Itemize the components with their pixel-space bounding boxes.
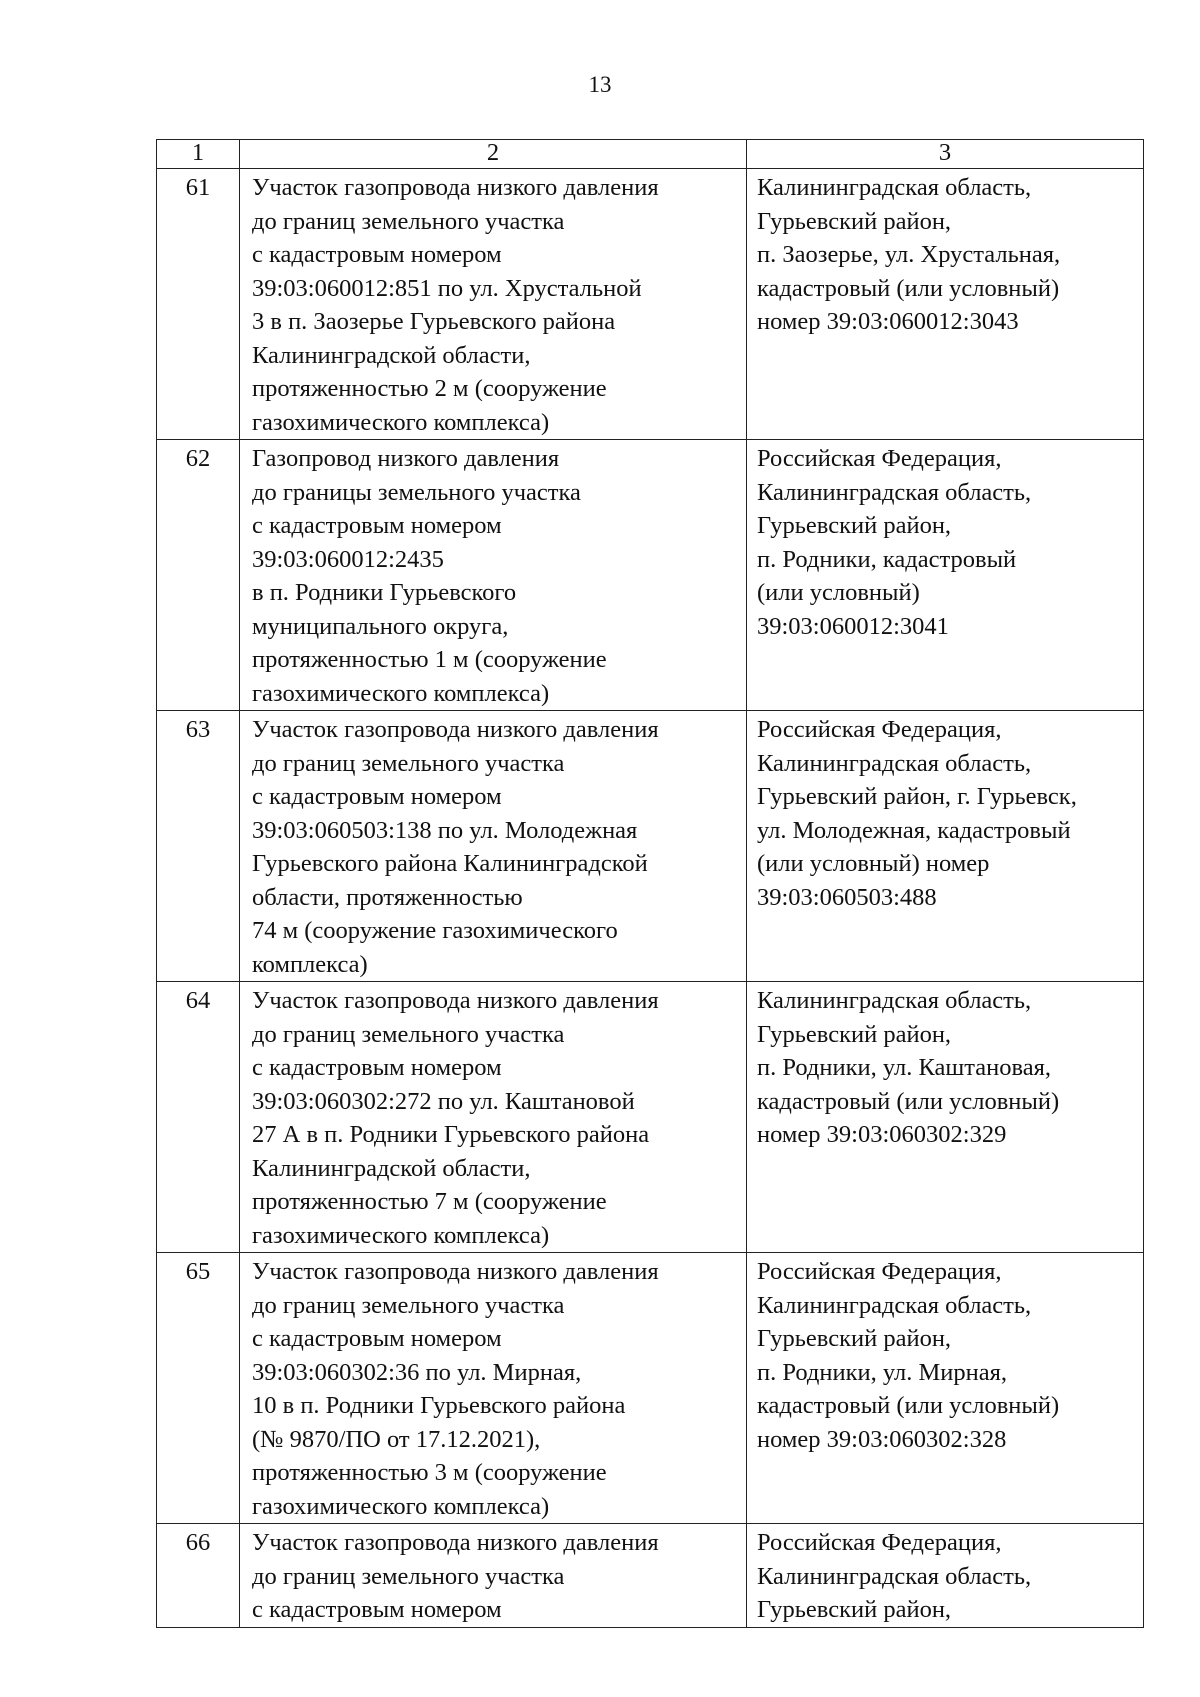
object-description	[240, 1253, 747, 1524]
table-row	[157, 1253, 1144, 1524]
row-number: 62	[157, 440, 240, 711]
description-line: 39:03:060503:138 по ул. Молодежная	[252, 816, 638, 844]
location-line: п. Родники, ул. Мирная,	[757, 1358, 1008, 1386]
location-line: кадастровый (или условный)	[757, 274, 1060, 302]
location-line: кадастровый (или условный)	[757, 1392, 1060, 1419]
description-line: до границы земельного участка	[252, 478, 581, 506]
location-line: Гурьевский район,	[757, 1325, 952, 1352]
table-row	[157, 982, 1144, 1253]
object-location	[747, 982, 1144, 1253]
description-line: Участок газопровода низкого давления	[252, 1258, 659, 1285]
object-location	[747, 440, 1144, 711]
location-line: Российская Федерация,	[757, 445, 1002, 472]
location-line: ул. Молодежная, кадастровый	[757, 816, 1071, 844]
description-line: 10 в п. Родники Гурьевского района	[252, 1392, 626, 1419]
location-line: Российская Федерация,	[757, 716, 1002, 743]
object-description	[240, 169, 747, 440]
table-row	[157, 440, 1144, 711]
column-header-description: 2	[240, 140, 747, 169]
description-line: 74 м (сооружение газохимического	[252, 917, 618, 944]
description-line: 39:03:060012:2435	[252, 545, 444, 573]
description-line: 39:03:060302:272 по ул. Каштановой	[252, 1087, 635, 1115]
location-line: номер 39:03:060012:3043	[757, 308, 1019, 335]
row-number: 65	[157, 1253, 240, 1524]
description-line: Участок газопровода низкого давления	[252, 1529, 659, 1556]
description-line: комплекса)	[252, 950, 368, 978]
table-body	[157, 169, 1144, 1628]
location-line: (или условный)	[757, 579, 920, 606]
column-header-location: 3	[747, 140, 1144, 169]
description-line: газохимического комплекса)	[252, 1221, 550, 1249]
object-location	[747, 1253, 1144, 1524]
description-line: Участок газопровода низкого давления	[252, 716, 659, 743]
row-number: 63	[157, 711, 240, 982]
table-row	[157, 1524, 1144, 1628]
description-line: Калининградской области,	[252, 341, 531, 369]
table-header-row	[157, 140, 1144, 169]
description-line: с кадастровым номером	[252, 241, 502, 268]
column-header-number: 1	[157, 140, 240, 169]
description-line: 39:03:060012:851 по ул. Хрустальной	[252, 274, 642, 302]
description-line: (№ 9870/ПО от 17.12.2021),	[252, 1425, 541, 1453]
location-line: Российская Федерация,	[757, 1529, 1002, 1556]
object-location	[747, 169, 1144, 440]
location-line: 39:03:060503:488	[757, 883, 937, 911]
row-number: 64	[157, 982, 240, 1253]
location-line: п. Заозерье, ул. Хрустальная,	[757, 241, 1061, 268]
row-number: 61	[157, 169, 240, 440]
location-line: п. Родники, кадастровый	[757, 545, 1017, 573]
description-line: протяженностью 7 м (сооружение	[252, 1188, 607, 1215]
description-line: области, протяженностью	[252, 883, 523, 911]
location-line: Калининградская область,	[757, 478, 1032, 506]
location-line: п. Родники, ул. Каштановая,	[757, 1054, 1052, 1081]
description-line: Калининградской области,	[252, 1154, 531, 1182]
location-line: Гурьевский район,	[757, 1596, 952, 1623]
description-line: газохимического комплекса)	[252, 679, 550, 707]
description-line: 27 А в п. Родники Гурьевского района	[252, 1121, 650, 1148]
description-line: до границ земельного участка	[252, 749, 565, 777]
object-description	[240, 982, 747, 1253]
description-line: с кадастровым номером	[252, 1596, 502, 1623]
description-line: с кадастровым номером	[252, 512, 502, 539]
location-line: 39:03:060012:3041	[757, 612, 949, 640]
object-location	[747, 1524, 1144, 1628]
description-line: до границ земельного участка	[252, 207, 565, 235]
objects-table	[156, 139, 1144, 1628]
location-line: Калининградская область,	[757, 1291, 1032, 1319]
location-line: кадастровый (или условный)	[757, 1087, 1060, 1115]
location-line: номер 39:03:060302:329	[757, 1121, 1007, 1148]
row-number: 66	[157, 1524, 240, 1628]
object-description	[240, 711, 747, 982]
page-number: 13	[588, 72, 612, 97]
table-row	[157, 711, 1144, 982]
location-line: Гурьевский район,	[757, 512, 952, 539]
description-line: протяженностью 1 м (сооружение	[252, 646, 607, 673]
object-location	[747, 711, 1144, 982]
description-line: до границ земельного участка	[252, 1291, 565, 1319]
location-line: Калининградская область,	[757, 987, 1032, 1014]
table-row	[157, 169, 1144, 440]
description-line: до границ земельного участка	[252, 1020, 565, 1048]
location-line: Российская Федерация,	[757, 1258, 1002, 1285]
location-line: (или условный) номер	[757, 850, 990, 877]
description-line: Гурьевского района Калининградской	[252, 850, 648, 877]
description-line: до границ земельного участка	[252, 1562, 565, 1590]
description-line: протяженностью 2 м (сооружение	[252, 375, 607, 402]
location-line: Гурьевский район,	[757, 207, 952, 235]
description-line: 39:03:060302:36 по ул. Мирная,	[252, 1358, 582, 1386]
location-line: Гурьевский район, г. Гурьевск,	[757, 783, 1077, 810]
location-line: Калининградская область,	[757, 174, 1032, 201]
description-line: с кадастровым номером	[252, 1325, 502, 1352]
description-line: в п. Родники Гурьевского	[252, 579, 517, 606]
description-line: с кадастровым номером	[252, 783, 502, 810]
description-line: муниципального округа,	[252, 612, 509, 640]
object-description	[240, 1524, 747, 1628]
description-line: протяженностью 3 м (сооружение	[252, 1459, 607, 1486]
object-description	[240, 440, 747, 711]
description-line: с кадастровым номером	[252, 1054, 502, 1081]
location-line: номер 39:03:060302:328	[757, 1425, 1007, 1453]
description-line: газохимического комплекса)	[252, 1492, 550, 1520]
description-line: газохимического комплекса)	[252, 408, 550, 436]
location-line: Гурьевский район,	[757, 1020, 952, 1048]
description-line: Газопровод низкого давления	[252, 445, 560, 472]
description-line: Участок газопровода низкого давления	[252, 174, 659, 201]
description-line: Участок газопровода низкого давления	[252, 987, 659, 1014]
location-line: Калининградская область,	[757, 1562, 1032, 1590]
location-line: Калининградская область,	[757, 749, 1032, 777]
description-line: 3 в п. Заозерье Гурьевского района	[252, 308, 616, 335]
